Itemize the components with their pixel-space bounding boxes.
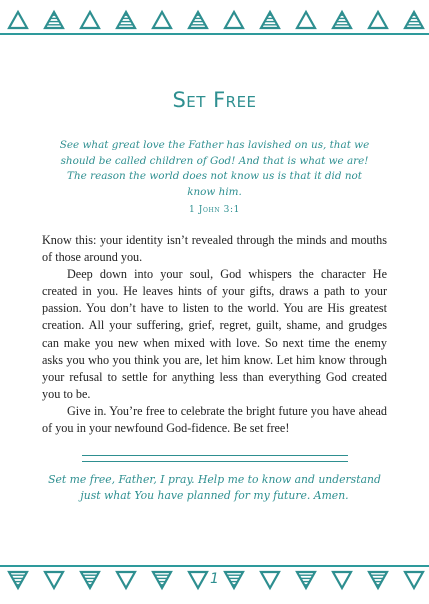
- page-number: 1: [210, 571, 219, 587]
- triangle-icon: [153, 572, 171, 588]
- triangle-icon: [225, 12, 243, 28]
- triangle-icon: [81, 572, 99, 588]
- triangle-icon: [333, 572, 351, 588]
- triangle-icon: [117, 572, 135, 588]
- triangle-icon: [405, 12, 423, 28]
- triangle-icon: [297, 12, 315, 28]
- triangle-icon: [9, 572, 27, 588]
- triangle-icon: [153, 12, 171, 28]
- scripture-reference: 1 John 3:1: [189, 205, 240, 215]
- devotional-body: [42, 232, 387, 437]
- triangle-icon: [81, 12, 99, 28]
- closing-prayer: Set me free, Father, I pray. Help me to know and understand just what You have planned for my future. Amen.: [48, 473, 381, 502]
- triangle-icon: [189, 12, 207, 28]
- triangle-icon: [9, 12, 27, 28]
- triangle-icon: [117, 12, 135, 28]
- double-divider: [82, 455, 348, 462]
- top-border-rule: [0, 33, 429, 35]
- triangle-icon: [333, 12, 351, 28]
- triangle-icon: [405, 572, 423, 588]
- triangle-icon: [369, 12, 387, 28]
- triangle-icon: [45, 572, 63, 588]
- triangle-icon: [369, 572, 387, 588]
- triangle-icon: [261, 572, 279, 588]
- page-title: Set Free: [172, 88, 257, 112]
- body-paragraph: Deep down into your soul, God whispers the character He created in you. He leaves hints of your gifts, draws a path to your passion. You don’t have to listen to the world. You are His greatest creation. All your suffering, grief, regret, guilt, shame, and grudges can make you new when mixed with love. So next time the enemy asks you who you think you are, let him know. Let him know through your refusal to settle for anything less than everything God created you to be.: [42, 267, 387, 401]
- triangle-icon: [297, 572, 315, 588]
- triangle-icon: [261, 12, 279, 28]
- scripture-verse: See what great love the Father has lavished on us, that we should be called children of God! And that is what we are! The reason the world does not know us is that it did not know him.: [59, 139, 370, 198]
- body-paragraph: Know this: your identity isn’t revealed through the minds and mouths of those around you.: [42, 233, 387, 265]
- body-paragraph: Give in. You’re free to celebrate the bright future you have ahead of you in your newfound God-fidence. Be set free!: [42, 403, 387, 436]
- triangle-icon: [45, 12, 63, 28]
